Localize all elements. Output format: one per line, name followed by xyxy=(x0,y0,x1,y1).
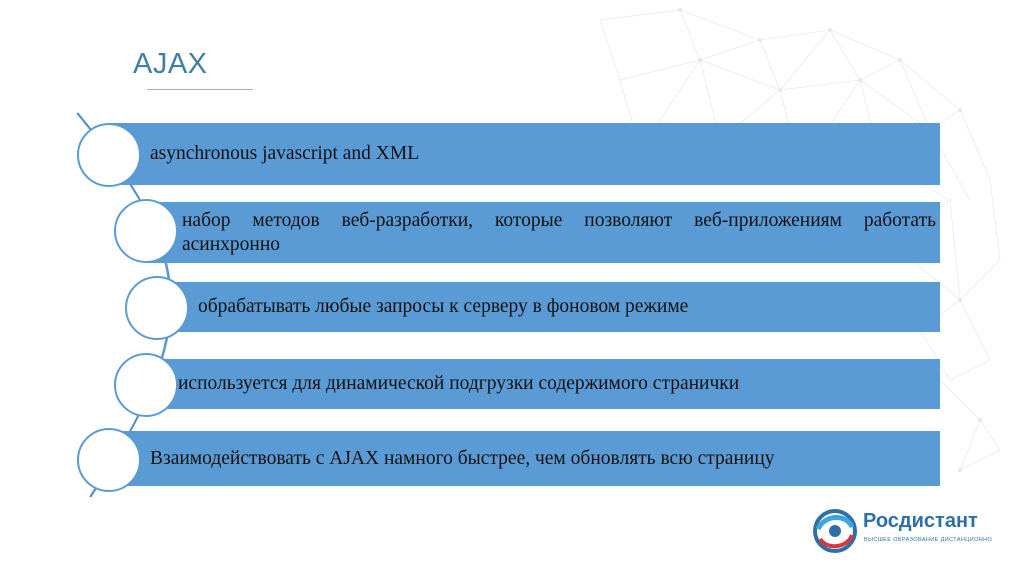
list-item-bar xyxy=(148,202,940,263)
bullet-circle xyxy=(114,353,178,417)
bullet-circle xyxy=(77,123,141,187)
list-item-text: Взаимодействовать с AJAX намного быстрее, чем обновлять всю страницу xyxy=(150,447,775,469)
slide-title: AJAX xyxy=(133,48,208,80)
list-item-text: набор методов веб-разработки, которые позволяют веб-приложениям работать асинхронно xyxy=(182,209,936,255)
bullet-circle xyxy=(77,428,141,492)
list-item-bar xyxy=(108,431,940,486)
list-item-text: asynchronous javascript and XML xyxy=(150,143,420,164)
bullet-circle xyxy=(114,199,178,263)
list-item-bar xyxy=(160,282,940,332)
list-item-bar xyxy=(108,123,940,185)
logo-name: Росдистант xyxy=(863,510,978,532)
list-item-text: обрабатывать любые запросы к серверу в фоновом режиме xyxy=(198,296,689,317)
title-underline xyxy=(147,89,253,90)
bullet-circle xyxy=(125,276,189,340)
logo-tagline: ВЫСШЕЕ ОБРАЗОВАНИЕ ДИСТАНЦИОННО xyxy=(864,537,993,543)
list-item-bar xyxy=(148,359,940,409)
list-item-text: используется для динамической подгрузки содержимого странички xyxy=(178,373,740,394)
